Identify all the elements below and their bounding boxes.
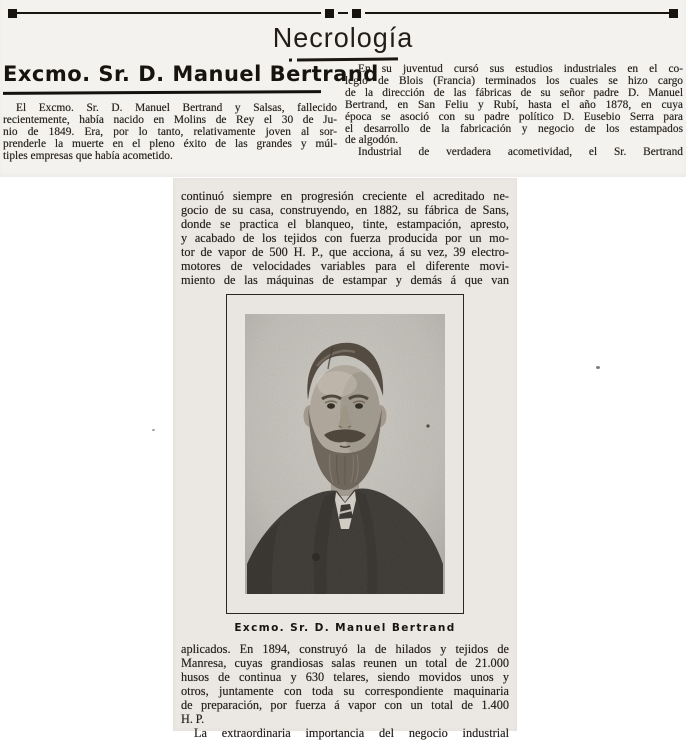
text-line: aplicados. En 1894, construyó la de hilados y tejidos de bbox=[181, 642, 509, 656]
photo-grain bbox=[245, 314, 445, 594]
text-line: época se asoció con su padre político D. Eusebio Serra para bbox=[345, 110, 683, 123]
article-headline: Excmo. Sr. D. Manuel Bertrand bbox=[3, 62, 379, 86]
text-line: de algodón. bbox=[345, 134, 399, 147]
text-line: prenderle la muerte en el pleno éxito de las grandes y múl- bbox=[3, 137, 337, 150]
photo-caption: Excmo. Sr. D. Manuel Bertrand bbox=[234, 622, 456, 634]
ink-speck bbox=[152, 429, 155, 431]
clipped-line-text: La extraordinaria importancia del negocio industrial bbox=[194, 726, 509, 740]
headline-underline bbox=[3, 90, 321, 95]
text-line: Bertrand, en San Feliu y Rubí, hasta el año 1878, en cuya bbox=[345, 98, 683, 111]
text-line: el desarrollo de la fabricación y negocio de los estampados bbox=[345, 122, 683, 135]
rule-square-mid-1 bbox=[325, 9, 334, 18]
text-line: tiples empresas que había acometido. bbox=[3, 149, 173, 162]
right-paragraph-1 bbox=[345, 64, 683, 147]
text-line: legio de Blois (Francia) terminados los cuales se hizo cargo bbox=[345, 74, 683, 87]
center-paragraph-2 bbox=[181, 642, 509, 726]
right-paragraph-2 bbox=[345, 147, 683, 159]
text-line: tor de vapor de 500 H. P., que acciona, á su vez, 39 electro- bbox=[181, 245, 509, 259]
clipped-paragraph-line bbox=[181, 726, 509, 740]
portrait-frame bbox=[226, 294, 464, 614]
rule-square-mid-2 bbox=[352, 9, 361, 18]
text-line: El Excmo. Sr. D. Manuel Bertrand y Salsas, fallecido bbox=[16, 102, 337, 114]
text-line: donde se practica el blanqueo, tinte, estampación, apresto, bbox=[181, 217, 509, 231]
text-line: y acabado de los tejidos con fuerza producida por un mo- bbox=[181, 231, 509, 245]
text-line: Manresa, cuyas grandiosas salas reunen un total de 21.000 bbox=[181, 656, 509, 670]
portrait-photo bbox=[245, 314, 445, 594]
text-line: de preparación, por fuerza á vapor con un total de 1.400 bbox=[181, 698, 509, 712]
text-line: husos de continua y 630 telares, siendo movidos unos y bbox=[181, 670, 509, 684]
ink-speck bbox=[596, 366, 600, 369]
rule-line-left bbox=[17, 12, 321, 14]
text-line: Industrial de verdadera acometividad, el Sr. Bertrand bbox=[358, 146, 683, 159]
text-line: En su juventud cursó sus estudios industriales en el co- bbox=[358, 63, 683, 75]
text-line: continuó siempre en progresión creciente el acreditado ne- bbox=[181, 189, 509, 203]
text-line: nio de 1849. Era, por lo tanto, relativamente joven al sor- bbox=[3, 125, 337, 138]
text-line: recientemente, había nacido en Molins de Rey el 30 de Ju- bbox=[3, 113, 337, 126]
rule-dash bbox=[338, 12, 348, 14]
rule-square-right bbox=[669, 9, 678, 18]
text-line: gocio de su casa, construyendo, en 1882, su fábrica de Sans, bbox=[181, 203, 509, 217]
center-paragraph-1 bbox=[181, 189, 509, 287]
rule-line-right bbox=[365, 12, 669, 14]
text-line: de la dirección de las fábricas de su señor padre D. Manuel bbox=[345, 86, 683, 99]
top-scan-band bbox=[0, 0, 686, 177]
ornamental-rule bbox=[8, 7, 678, 19]
rule-square-left bbox=[8, 9, 17, 18]
center-scan-strip bbox=[173, 178, 517, 740]
text-line: H. P. bbox=[181, 712, 205, 726]
section-title: Necrología bbox=[272, 22, 414, 54]
text-line: otros, juntamente con toda su correspondiente maquinaria bbox=[181, 684, 509, 698]
text-line: miento de las máquinas de estampar y demás á que van bbox=[181, 273, 509, 287]
left-paragraph bbox=[3, 103, 337, 163]
text-line: motores de velocidades variables para el diferente movi- bbox=[181, 259, 509, 273]
right-column bbox=[345, 64, 683, 159]
